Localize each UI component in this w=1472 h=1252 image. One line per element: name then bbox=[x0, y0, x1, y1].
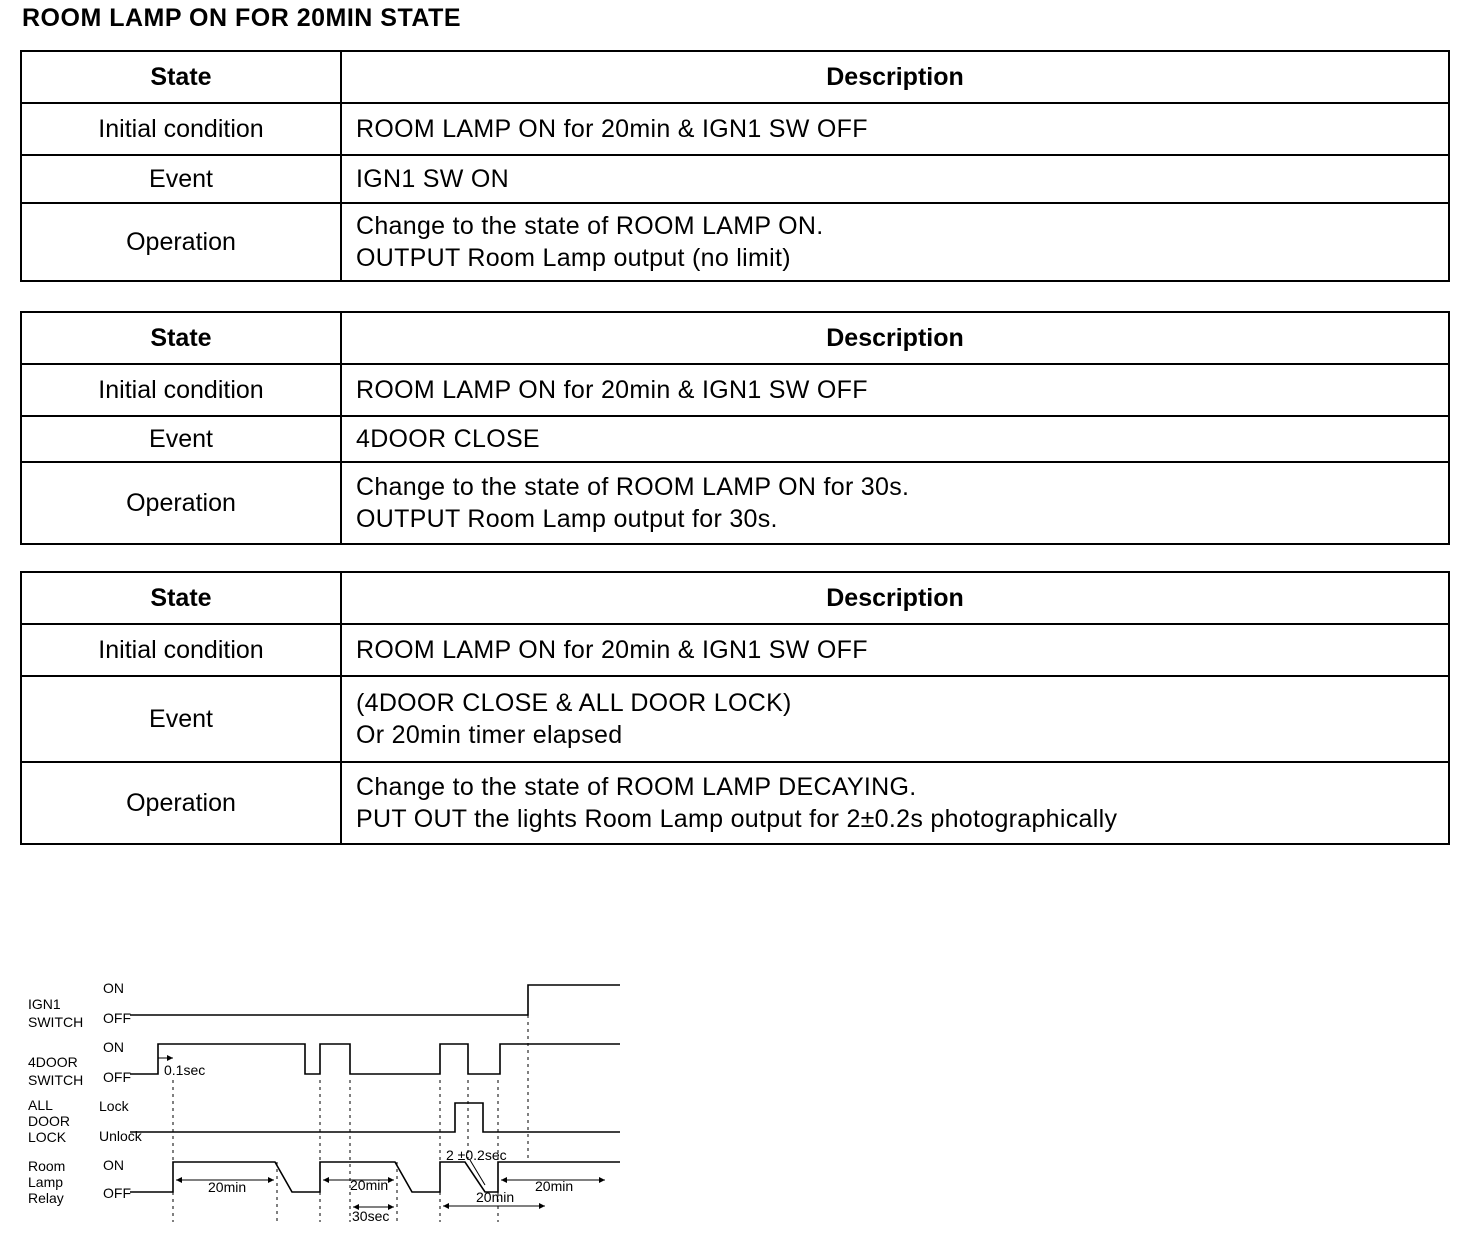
description-line: ROOM LAMP ON for 20min & IGN1 SW OFF bbox=[356, 376, 868, 404]
table-row bbox=[21, 676, 1449, 762]
table-header-row bbox=[21, 312, 1449, 364]
arrow-head bbox=[539, 1203, 545, 1209]
row-description bbox=[341, 103, 1449, 155]
state-table-ign1-on bbox=[20, 50, 1450, 282]
signal-name-lock: DOOR bbox=[28, 1113, 70, 1129]
description-line: PUT OUT the lights Room Lamp output for 2±0.2s photographically bbox=[356, 805, 1118, 833]
header-description: Description bbox=[341, 572, 1449, 624]
timer-label: 20min bbox=[476, 1189, 515, 1205]
row-label: Operation bbox=[21, 762, 341, 844]
table-header-row bbox=[21, 572, 1449, 624]
header-description: Description bbox=[341, 51, 1449, 103]
arrow-head bbox=[388, 1177, 394, 1183]
row-label: Event bbox=[21, 416, 341, 462]
table-row bbox=[21, 155, 1449, 203]
level-label: ON bbox=[103, 1039, 124, 1055]
door-lock-waveform bbox=[130, 1103, 620, 1132]
row-description bbox=[341, 416, 1449, 462]
table-row bbox=[21, 416, 1449, 462]
arrow-head bbox=[443, 1203, 449, 1209]
signal-name-ign1: SWITCH bbox=[28, 1014, 84, 1030]
row-label: Operation bbox=[21, 462, 341, 544]
signal-name-door: SWITCH bbox=[28, 1072, 84, 1088]
signal-name-lock: LOCK bbox=[28, 1129, 67, 1145]
description-line: OUTPUT Room Lamp output (no limit) bbox=[356, 244, 791, 272]
description-line: ROOM LAMP ON for 20min & IGN1 SW OFF bbox=[356, 636, 868, 664]
description-line: 4DOOR CLOSE bbox=[356, 425, 540, 453]
header-state: State bbox=[21, 312, 341, 364]
signal-name-lock: ALL bbox=[28, 1097, 53, 1113]
header-description: Description bbox=[341, 312, 1449, 364]
arrow-head bbox=[167, 1055, 173, 1061]
ign1-switch-waveform bbox=[130, 985, 620, 1015]
table-row bbox=[21, 203, 1449, 281]
table-row bbox=[21, 624, 1449, 676]
signal-name-relay: Lamp bbox=[28, 1174, 64, 1190]
state-table-4door-close bbox=[20, 311, 1450, 545]
description-line: (4DOOR CLOSE & ALL DOOR LOCK) bbox=[356, 689, 792, 717]
table-row bbox=[21, 364, 1449, 416]
row-description bbox=[341, 364, 1449, 416]
row-description bbox=[341, 762, 1449, 844]
signal-name-relay: Room bbox=[28, 1158, 66, 1174]
table-header-row bbox=[21, 51, 1449, 103]
row-label: Initial condition bbox=[21, 364, 341, 416]
timing-diagram bbox=[0, 960, 640, 1240]
timer-label: 20min bbox=[535, 1178, 574, 1194]
arrow-head bbox=[176, 1177, 182, 1183]
description-line: Change to the state of ROOM LAMP ON. bbox=[356, 212, 824, 240]
row-label: Initial condition bbox=[21, 624, 341, 676]
description-line: OUTPUT Room Lamp output for 30s. bbox=[356, 505, 778, 533]
signal-name-ign1: IGN1 bbox=[28, 996, 61, 1012]
signal-name-door: 4DOOR bbox=[28, 1054, 78, 1070]
delay-label: 0.1sec bbox=[164, 1062, 206, 1078]
description-line: ROOM LAMP ON for 20min & IGN1 SW OFF bbox=[356, 115, 868, 143]
row-description bbox=[341, 155, 1449, 203]
row-label: Event bbox=[21, 155, 341, 203]
row-description bbox=[341, 203, 1449, 281]
row-description bbox=[341, 676, 1449, 762]
description-line: IGN1 SW ON bbox=[356, 165, 510, 193]
arrow-head bbox=[323, 1177, 329, 1183]
row-label: Operation bbox=[21, 203, 341, 281]
table-row bbox=[21, 462, 1449, 544]
arrow-head bbox=[501, 1177, 507, 1183]
state-table-decaying bbox=[20, 571, 1450, 845]
row-label: Event bbox=[21, 676, 341, 762]
row-label: Initial condition bbox=[21, 103, 341, 155]
header-state: State bbox=[21, 51, 341, 103]
arrow-head bbox=[268, 1177, 274, 1183]
timer-label: 20min bbox=[208, 1179, 247, 1195]
page-title: ROOM LAMP ON FOR 20MIN STATE bbox=[22, 4, 462, 32]
row-description bbox=[341, 624, 1449, 676]
row-description bbox=[341, 462, 1449, 544]
signal-name-relay: Relay bbox=[28, 1190, 64, 1206]
table-row bbox=[21, 103, 1449, 155]
level-label: ON bbox=[103, 980, 124, 996]
arrow-head bbox=[599, 1177, 605, 1183]
level-label: ON bbox=[103, 1157, 124, 1173]
header-state: State bbox=[21, 572, 341, 624]
level-label: OFF bbox=[103, 1069, 131, 1085]
description-line: Change to the state of ROOM LAMP ON for 30s. bbox=[356, 473, 910, 501]
short-timer-label: 30sec bbox=[352, 1208, 390, 1224]
level-label: OFF bbox=[103, 1185, 131, 1201]
level-label: Lock bbox=[99, 1098, 129, 1114]
decay-label: 2 ±0.2sec bbox=[446, 1147, 507, 1163]
table-row bbox=[21, 762, 1449, 844]
level-label: OFF bbox=[103, 1010, 131, 1026]
level-label: Unlock bbox=[99, 1128, 142, 1144]
description-line: Or 20min timer elapsed bbox=[356, 721, 623, 749]
description-line: Change to the state of ROOM LAMP DECAYING. bbox=[356, 773, 917, 801]
timer-label: 20min bbox=[350, 1177, 389, 1193]
